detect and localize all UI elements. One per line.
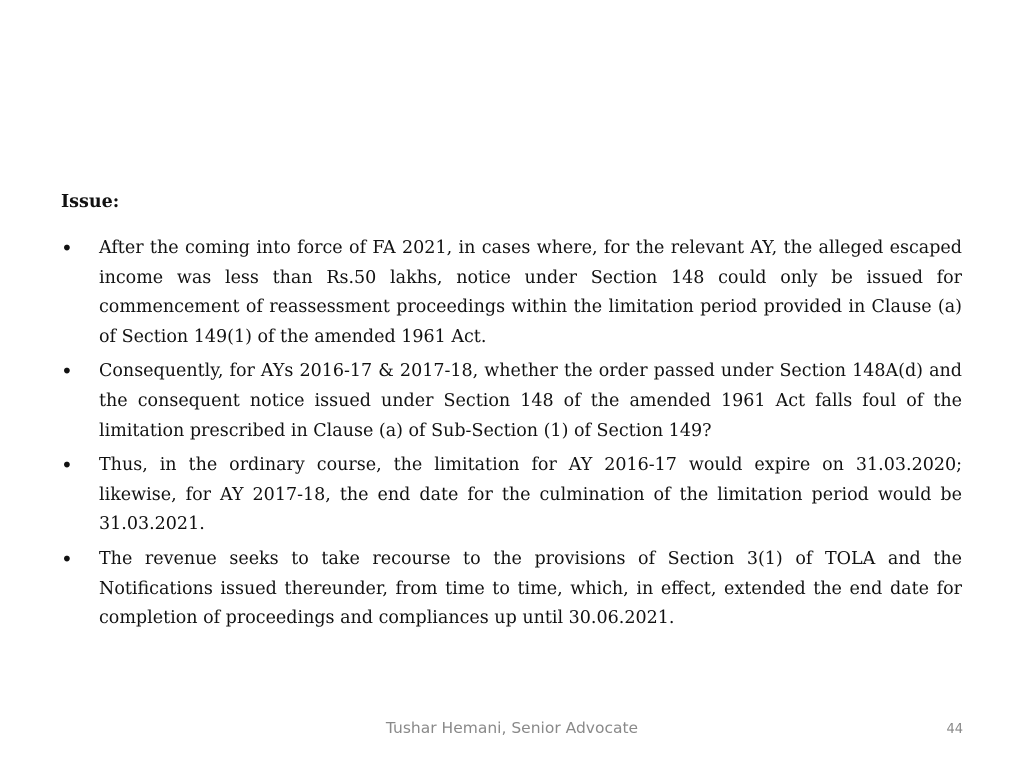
bullet-icon: • bbox=[61, 453, 73, 478]
bullet-icon: • bbox=[61, 546, 73, 571]
bullet-text: The revenue seeks to take recourse to the provisions of Section 3(1) of TOLA and the Notifications issued thereunder, from time to time, which, in effect, extended the end date for completion of proceedings and compliances up until 30.06.2021. bbox=[99, 548, 962, 629]
bullet-icon: • bbox=[61, 236, 73, 260]
page-number: 44 bbox=[946, 722, 963, 737]
issue-heading: Issue: bbox=[61, 192, 120, 212]
bullet-item bbox=[61, 545, 962, 634]
bullet-item bbox=[61, 234, 962, 352]
bullet-icon: • bbox=[61, 359, 73, 384]
bullet-text: After the coming into force of FA 2021, in cases where, for the relevant AY, the alleged escaped income was less than Rs.50 lakhs, notice under Section 148 could only be issued for commencement of reassessment proceedings within the limitation period provided in Clause (a) of Section 149(1) of the amended 1961 Act. bbox=[99, 238, 962, 347]
bullet-list bbox=[61, 234, 962, 634]
bullet-text: Thus, in the ordinary course, the limitation for AY 2016-17 would expire on 31.03.2020; likewise, for AY 2017-18, the end date for the culmination of the limitation period would be 31.03.2021. bbox=[99, 455, 962, 535]
footer-author: Tushar Hemani, Senior Advocate bbox=[385, 719, 639, 737]
bullet-item bbox=[61, 451, 962, 540]
bullet-text: Consequently, for AYs 2016-17 & 2017-18, whether the order passed under Section 148A(d) and the consequent notice issued under Section 148 of the amended 1961 Act falls foul of the limitation prescribed in Clause (a) of Sub-Section (1) of Section 149? bbox=[99, 361, 962, 441]
bullet-item bbox=[61, 357, 962, 446]
slide-content bbox=[61, 188, 962, 639]
